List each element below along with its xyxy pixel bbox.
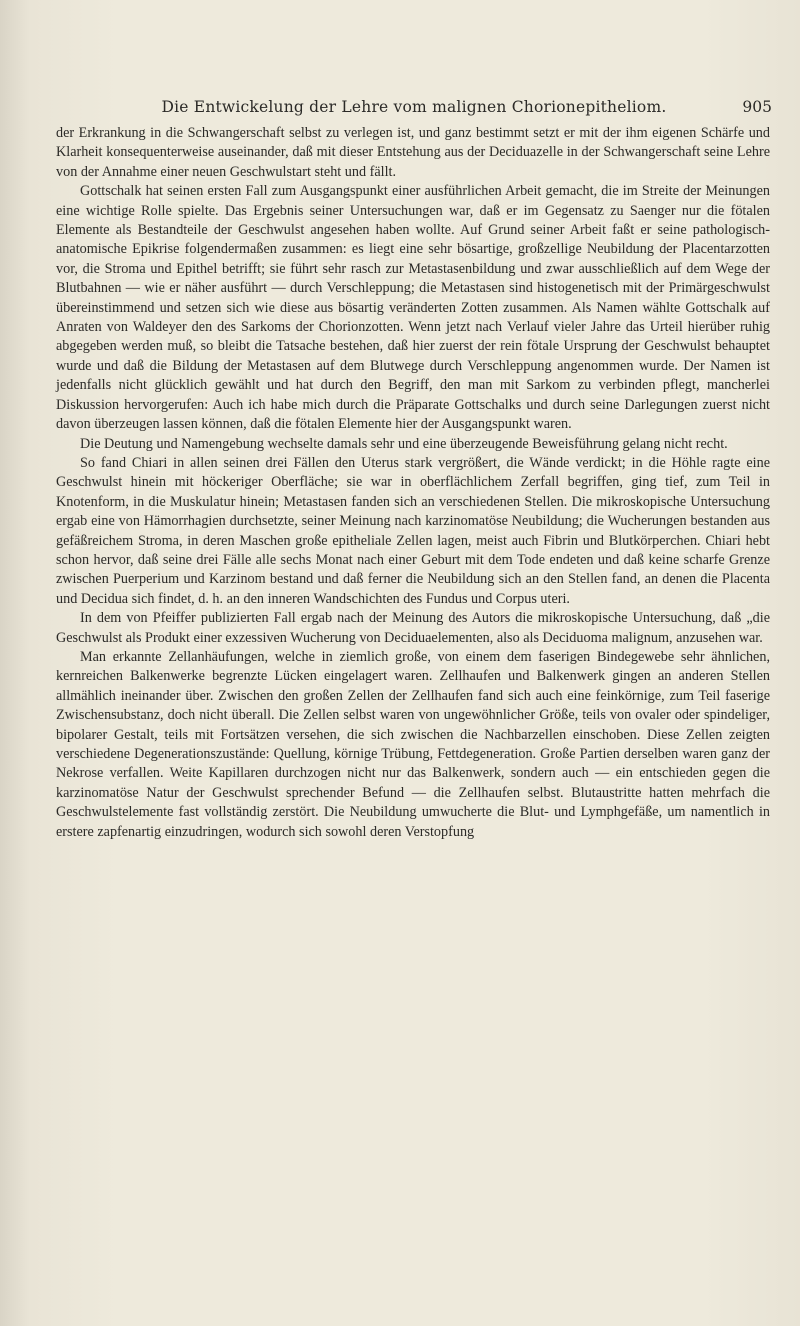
- paragraph-1: der Erkrankung in die Schwangerschaft selbst zu verlegen ist, und ganz bestimmt setzt er mit der ihm eigenen Schärfe und Klarheit konsequenterweise auseinander, daß mit dieser Entstehung aus der Deciduazelle in der Schwangerschaft seine Lehre von der Annahme einer neuen Geschwulstart steht und fällt.: [56, 125, 770, 180]
- header-title: Die Entwickelung der Lehre vom malignen Chorionepitheliom.: [161, 98, 667, 116]
- body-text: [56, 124, 770, 842]
- paragraph-2: Gottschalk hat seinen ersten Fall zum Ausgangspunkt einer ausführlichen Arbeit gemacht, die im Streite der Meinungen eine wichtige Rolle spielte. Das Ergebnis seiner Untersuchungen war, daß er im Gegensatz zu Saenger nur die fötalen Elemente als Bestandteile der Geschwulst angesehen haben wollte. Auf Grund seiner Arbeit faßt er seine pathologisch-anatomische Epikrise folgendermaßen zusammen: es liegt eine sehr bösartige, großzellige Neubildung der Placentarzotten vor, die Stroma und Epithel betrifft; sie führt sehr rasch zur Metastasenbildung und zwar ausschließlich auf dem Wege der Blutbahnen — wie er näher ausführt — durch Verschleppung; die Metastasen sind histogenetisch mit der Primärgeschwulst übereinstimmend und setzen sich wie diese aus bösartig veränderten Zotten zusammen. Als Namen wählte Gottschalk auf Anraten von Waldeyer den des Sarkoms der Chorionzotten. Wenn jetzt nach Verlauf vieler Jahre das Urteil hierüber ruhig abgegeben werden muß, so bleibt die Tatsache bestehen, daß hier zuerst der rein fötale Ursprung der Geschwulst behauptet wurde und daß die Bildung der Metastasen auf dem Blutwege durch Verschleppung angenommen wurde. Der Namen ist jedenfalls nicht glücklich gewählt und hat durch den Begriff, den man mit Sarkom zu verbinden pflegt, mancherlei Diskussion hervorgerufen: Auch ich habe mich durch die Präparate Gottschalks und durch seine Darlegungen zuerst nicht davon überzeugen lassen können, daß die fötalen Elemente hier der Ausgangspunkt waren.: [56, 183, 770, 433]
- paragraph-5: In dem von Pfeiffer publizierten Fall ergab nach der Meinung des Autors die mikroskopische Untersuchung, daß „die Geschwulst als Produkt einer exzessiven Wucherung von Deciduaelementen, also als Deciduoma malignum, anzusehen war.: [56, 610, 770, 646]
- paragraph-4: So fand Chiari in allen seinen drei Fällen den Uterus stark vergrößert, die Wände verdickt; in die Höhle ragte eine Geschwulst hinein mit höckeriger Oberfläche; sie war in oberflächlichem Zerfall begriffen, ging tief, zum Teil in Knotenform, in die Muskulatur hinein; Metastasen fanden sich an verschiedenen Stellen. Die mikroskopische Untersuchung ergab eine von Hämorrhagien durchsetzte, seiner Meinung nach karzinomatöse Neubildung; die Wucherungen bestanden aus gefäßreichem Stroma, in deren Maschen große epitheliale Zellen lagen, meist auch Fibrin und Blutkörperchen. Chiari hebt schon hervor, daß seine drei Fälle alle sechs Monat nach einer Geburt mit dem Tode endeten und daß keine scharfe Grenze zwischen Puerperium und Karzinom bestand und daß ferner die Neubildung sich an den Stellen fand, an denen die Placenta und Decidua sich findet, d. h. an den inneren Wandschichten des Fundus und Corpus uteri.: [56, 454, 770, 607]
- paragraph-6: Man erkannte Zellanhäufungen, welche in ziemlich große, von einem dem faserigen Bindegewebe sehr ähnlichen, kernreichen Balkenwerke begrenzte Lücken eingelagert waren. Zellhaufen und Balkenwerk gingen an anderen Stellen allmählich ineinander über. Zwischen den großen Zellen der Zellhaufen fand sich auch eine feinkörnige, zum Teil faserige Zwischensubstanz, doch nicht überall. Die Zellen selbst waren von ungewöhnlicher Größe, teils von ovaler oder spindeliger, bipolarer Gestalt, teils mit Fortsätzen versehen, die sich zwischen die Nachbarzellen einschoben. Diese Zellen zeigten verschiedene Degenerationszustände: Quellung, körnige Trübung, Fettdegeneration. Große Partien derselben waren ganz der Nekrose verfallen. Weite Kapillaren durchzogen nicht nur das Balkenwerk, sondern auch — ein entschieden gegen die karzinomatöse Natur der Geschwulst sprechender Befund — die Zellhaufen selbst. Blutaustritte hatten mehrfach die Geschwulstelemente fast vollständig zerstört. Die Neubildung umwucherte die Blut- und Lymphgefäße, um namentlich in erstere zapfenartig einzudringen, wodurch sich sowohl deren Verstopfung: [56, 648, 770, 840]
- running-header: [56, 98, 772, 122]
- page-number: 905: [742, 98, 772, 116]
- paragraph-3: Die Deutung und Namengebung wechselte damals sehr und eine überzeugende Beweisführung gelang nicht recht.: [80, 435, 728, 452]
